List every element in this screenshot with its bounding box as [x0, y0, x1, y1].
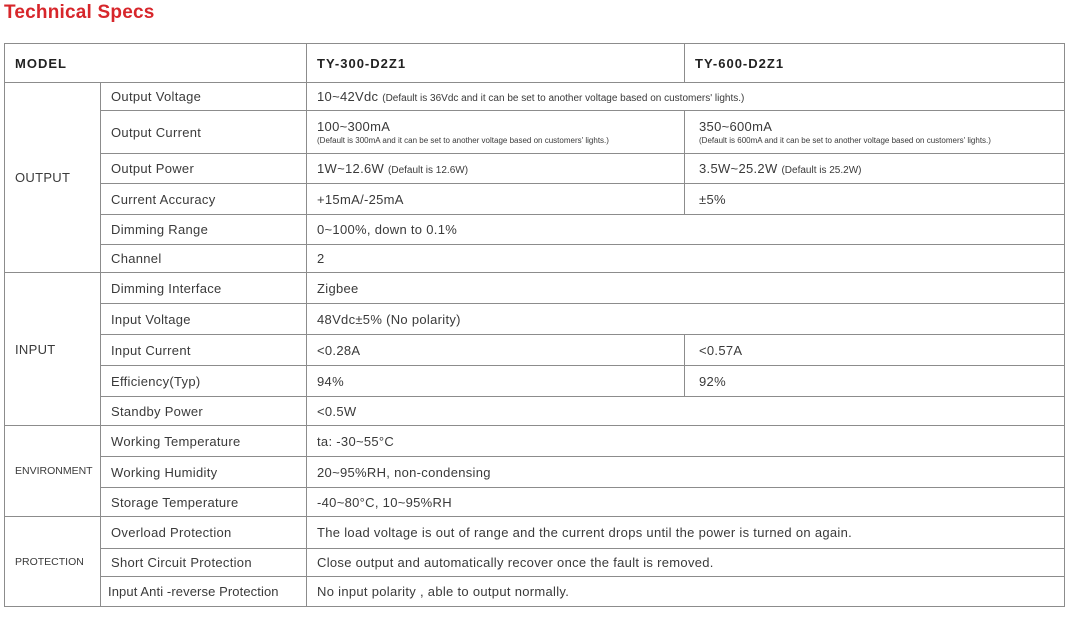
param-label: Output Voltage	[101, 83, 307, 111]
specs-table	[4, 43, 1065, 607]
table-row	[5, 111, 1065, 154]
param-value: ta: -30~55°C	[307, 426, 1065, 457]
model-label: MODEL	[5, 44, 307, 83]
table-row	[5, 549, 1065, 577]
table-row	[5, 426, 1065, 457]
param-value: 1W~12.6W (Default is 12.6W)	[307, 154, 685, 184]
param-value: 20~95%RH, non-condensing	[307, 457, 1065, 488]
param-value: 100~300mA (Default is 300mA and it can be set to another voltage based on customers' lights.)	[307, 111, 685, 154]
table-row	[5, 397, 1065, 426]
param-label: Input Anti -reverse Protection	[101, 577, 307, 607]
table-row	[5, 577, 1065, 607]
param-value: <0.57A	[685, 335, 1065, 366]
table-row	[5, 215, 1065, 245]
param-value: <0.5W	[307, 397, 1065, 426]
group-environment: ENVIRONMENT	[5, 426, 101, 517]
param-value: Zigbee	[307, 273, 1065, 304]
param-value: +15mA/-25mA	[307, 184, 685, 215]
param-label: Working Humidity	[101, 457, 307, 488]
param-value: <0.28A	[307, 335, 685, 366]
param-value: 3.5W~25.2W (Default is 25.2W)	[685, 154, 1065, 184]
table-row	[5, 83, 1065, 111]
param-value: 2	[307, 245, 1065, 273]
param-label: Storage Temperature	[101, 488, 307, 517]
param-label: Working Temperature	[101, 426, 307, 457]
param-value: 94%	[307, 366, 685, 397]
table-row	[5, 366, 1065, 397]
table-row	[5, 335, 1065, 366]
table-row	[5, 457, 1065, 488]
param-value: ±5%	[685, 184, 1065, 215]
param-value: -40~80°C, 10~95%RH	[307, 488, 1065, 517]
param-value: Close output and automatically recover once the fault is removed.	[307, 549, 1065, 577]
table-row	[5, 245, 1065, 273]
param-value: 48Vdc±5% (No polarity)	[307, 304, 1065, 335]
param-value: 10~42Vdc (Default is 36Vdc and it can be set to another voltage based on customers' lights.)	[307, 83, 1065, 111]
table-row	[5, 517, 1065, 549]
model-ty-600: TY-600-D2Z1	[685, 44, 1065, 83]
table-row	[5, 154, 1065, 184]
header-row	[5, 44, 1065, 83]
group-protection: PROTECTION	[5, 517, 101, 607]
param-label: Output Power	[101, 154, 307, 184]
param-label: Efficiency(Typ)	[101, 366, 307, 397]
table-row	[5, 304, 1065, 335]
param-value: No input polarity , able to output normally.	[307, 577, 1065, 607]
param-label: Current Accuracy	[101, 184, 307, 215]
param-value: 92%	[685, 366, 1065, 397]
param-label: Standby Power	[101, 397, 307, 426]
param-value: The load voltage is out of range and the current drops until the power is turned on again.	[307, 517, 1065, 549]
table-row	[5, 273, 1065, 304]
param-label: Dimming Range	[101, 215, 307, 245]
group-input: INPUT	[5, 273, 101, 426]
param-label: Channel	[101, 245, 307, 273]
table-row	[5, 488, 1065, 517]
param-value: 350~600mA (Default is 600mA and it can be set to another voltage based on customers' lights.)	[685, 111, 1065, 154]
group-output: OUTPUT	[5, 83, 101, 273]
param-label: Output Current	[101, 111, 307, 154]
param-value: 0~100%, down to 0.1%	[307, 215, 1065, 245]
param-label: Input Voltage	[101, 304, 307, 335]
table-row	[5, 184, 1065, 215]
param-label: Short Circuit Protection	[101, 549, 307, 577]
model-ty-300: TY-300-D2Z1	[307, 44, 685, 83]
param-label: Input Current	[101, 335, 307, 366]
param-label: Dimming Interface	[101, 273, 307, 304]
param-label: Overload Protection	[101, 517, 307, 549]
page-title: Technical Specs	[4, 2, 155, 23]
